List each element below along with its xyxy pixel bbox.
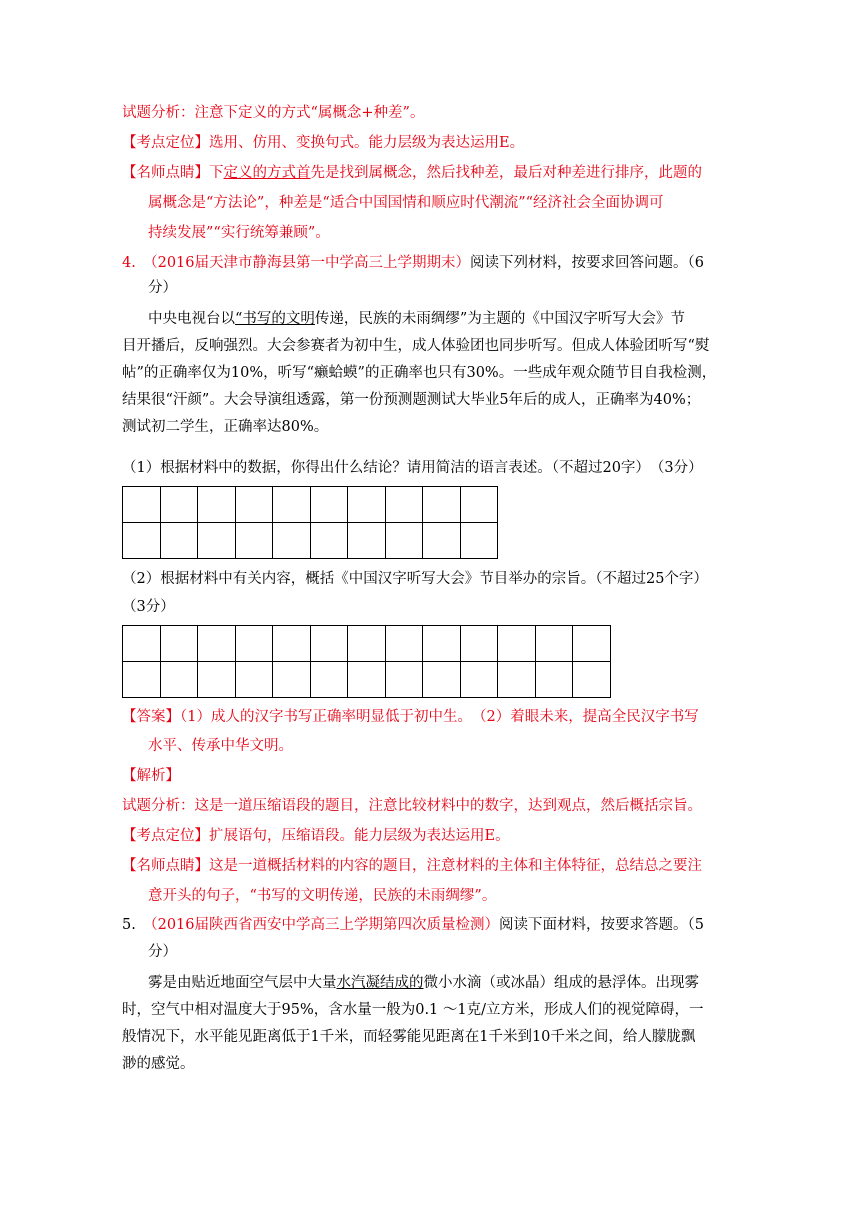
mingshi-post: 先是找到属概念，然后找种差，最后对种差进行排序，此题的 <box>310 165 702 181</box>
passage-underlined: 水汽凝结成的 <box>336 975 424 991</box>
question-4-header <box>122 253 704 273</box>
question-number: 5. <box>122 917 136 933</box>
subquestion-1: （1）根据材料中的数据，你得出什么结论？请用简洁的语言表述。（不超过20字） （3分） <box>122 460 703 476</box>
kaodian-tag: 【考点定位】 <box>122 135 209 151</box>
passage-line-4: 结果很“汗颜”。大会导演组透露，第一份预测题测试大毕业5年后的成人，正确率为40%； <box>122 392 701 408</box>
mingshi-line-2: 属概念是“方法论”，种差是“适合中国国情和顺应时代潮流”“经济社会全面协调可 <box>148 195 664 211</box>
subquestion-2: （2）根据材料中有关内容，概括《中国汉字听写大会》节目举办的宗旨。（不超过25个字） <box>122 571 708 587</box>
subquestion-2-cont: （3分） <box>122 599 175 615</box>
question-4-prompt-cont: 分） <box>148 280 177 296</box>
question-source: （2016届陕西省西安中学高三上学期第四次质量检测） <box>150 917 499 933</box>
passage-post: 传递，民族的未雨绸缪”为主题的《中国汉字听写大会》节 <box>314 311 685 327</box>
passage-pre: 中央电视台以 <box>148 311 235 327</box>
passage-line-2: 目开播后，反响强烈。大会参赛者为初中生，成人体验团也同步听写。但成人体验团听写“熨 <box>122 338 710 354</box>
question-5-header <box>122 915 704 935</box>
mingshi-line-3: 持续发展”“实行统筹兼顾”。 <box>148 225 330 241</box>
kaodian-line-q4: 【考点定位】扩展语句，压缩语段。能力层级为表达运用E。 <box>122 828 510 844</box>
answer-grid-2[interactable] <box>122 625 611 698</box>
question-prompt: 阅读下面材料，按要求答题。（5 <box>499 917 704 933</box>
mingshi-underlined: 定义的方式首 <box>223 165 311 181</box>
mingshi-pre: 下 <box>209 165 224 181</box>
kaodian-text: 选用、仿用、变换句式。能力层级为表达运用E。 <box>209 135 525 151</box>
analysis-line: 试题分析：注意下定义的方式“属概念+种差”。 <box>122 105 425 121</box>
passage-pre: 雾是由贴近地面空气层中大量 <box>148 975 337 991</box>
q5-passage-line-3: 般情况下，水平能见距离低于1千米，而轻雾能见距离在1千米到10千米之间，给人朦胧飘 <box>122 1029 696 1045</box>
question-source: （2016届天津市静海县第一中学高三上学期期末） <box>150 255 470 271</box>
question-number: 4. <box>122 255 136 271</box>
answer-grid-1[interactable] <box>122 486 498 559</box>
analysis-line-q4: 试题分析：这是一道压缩语段的题目，注意比较材料中的数字，达到观点，然后概括宗旨。 <box>122 798 702 814</box>
mingshi-line-q4-1: 【名师点睛】这是一道概括材料的内容的题目，注意材料的主体和主体特征，总结总之要注 <box>122 858 702 874</box>
q5-passage-line-1 <box>148 973 699 993</box>
question-5-prompt-cont: 分） <box>148 944 177 960</box>
passage-underlined: “书写的文明 <box>235 311 315 327</box>
answer-line-1: 【答案】（1）成人的汉字书写正确率明显低于初中生。 （2）着眼未来，提高全民汉字书写 <box>122 709 699 725</box>
passage-post: 微小水滴（或冰晶）组成的悬浮体。出现雾 <box>423 975 699 991</box>
q5-passage-line-2: 时，空气中相对温度大于95%，含水量一般为0.1 ～1克/立方米，形成人们的视觉障碍，一 <box>122 1002 704 1018</box>
passage-line-5: 测试初二学生，正确率达80%。 <box>122 419 329 435</box>
question-prompt: 阅读下列材料，按要求回答问题。（6 <box>470 255 704 271</box>
answer-line-2: 水平、传承中华文明。 <box>148 738 293 754</box>
q5-passage-line-4: 渺的感觉。 <box>122 1056 195 1072</box>
kaodian-line <box>122 133 524 153</box>
mingshi-tag: 【名师点睛】 <box>122 165 209 181</box>
mingshi-line-1 <box>122 163 702 183</box>
jiexi-heading: 【解析】 <box>122 768 180 784</box>
passage-line-3: 帖”的正确率仅为10%，听写“癞蛤蟆”的正确率也只有30%。一些成年观众随节目自我检测， <box>122 365 717 381</box>
passage-line-1 <box>148 309 685 329</box>
mingshi-line-q4-2: 意开头的句子，“书写的文明传递，民族的未雨绸缪”。 <box>148 888 497 904</box>
